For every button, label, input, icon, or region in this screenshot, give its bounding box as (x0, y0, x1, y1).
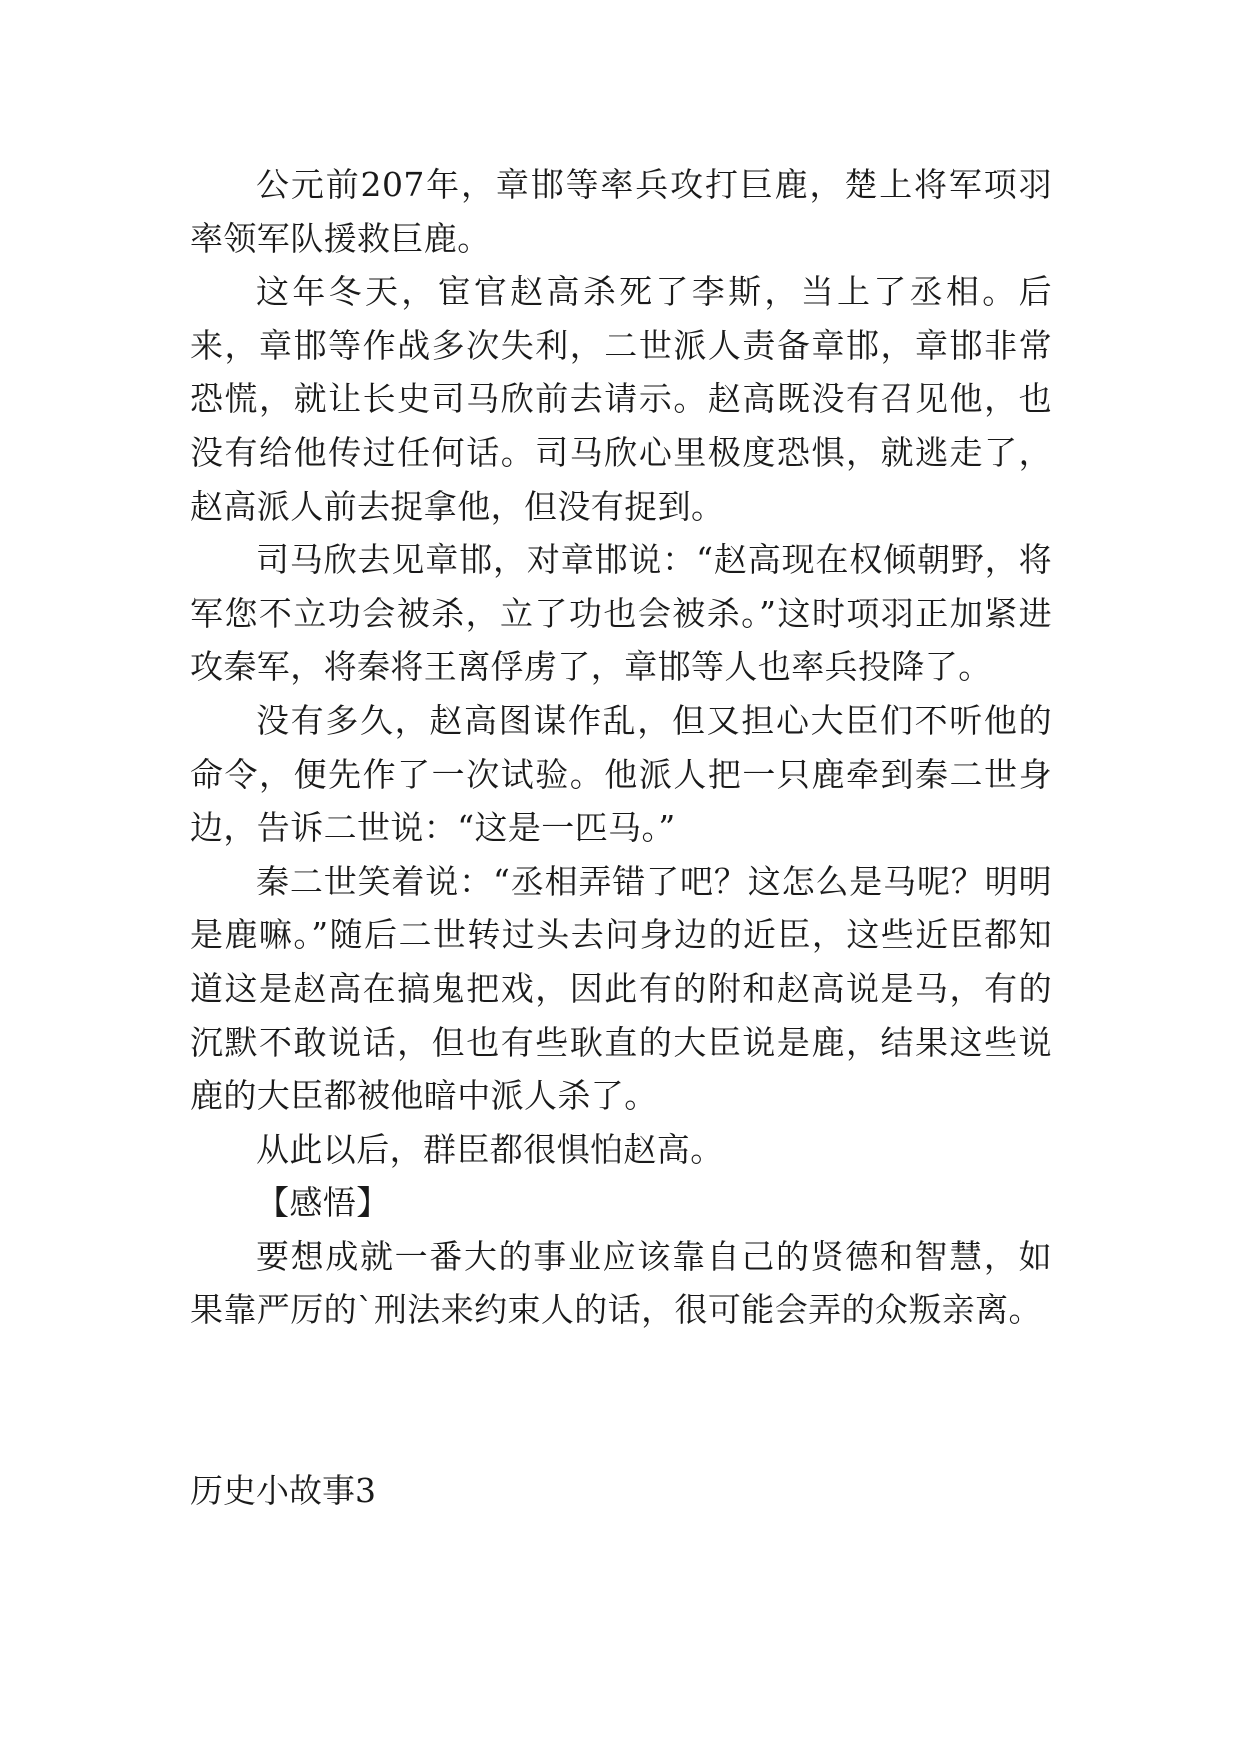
paragraph-3: 司马欣去见章邯，对章邯说：“赵高现在权倾朝野，将军您不立功会被杀，立了功也会被杀。”这时项羽正加紧进攻秦军，将秦将王离俘虏了，章邯等人也率兵投降了。 (190, 540, 1052, 687)
paragraph-2: 这年冬天，宦官赵高杀死了李斯，当上了丞相。后来，章邯等作战多次失利，二世派人责备章邯，章邯非常恐慌，就让长史司马欣前去请示。赵高既没有召见他，也没有给他传过任何话。司马欣心里极度恐惧，就逃走了，赵高派人前去捉拿他，但没有捉到。 (190, 272, 1052, 526)
paragraph-6: 从此以后，群臣都很惧怕赵高。 (256, 1129, 724, 1169)
next-section-title: 历史小故事3 (190, 1471, 376, 1510)
insight-paragraph: 要想成就一番大的事业应该靠自己的贤德和智慧，如果靠严厉的`刑法来约束人的话，很可能会弄的众叛亲离。 (190, 1236, 1052, 1330)
paragraph-1: 公元前207年，章邯等率兵攻打巨鹿，楚上将军项羽率领军队援救巨鹿。 (190, 165, 1052, 258)
story-body (190, 158, 1052, 1337)
paragraph-5: 秦二世笑着说：“丞相弄错了吧？这怎么是马呢？明明是鹿嘛。”随后二世转过头去问身边的近臣，这些近臣都知道这是赵高在搞鬼把戏，因此有的附和赵高说是马，有的沉默不敢说话，但也有些耿直的大臣说是鹿，结果这些说鹿的大臣都被他暗中派人杀了。 (190, 861, 1052, 1116)
paragraph-4: 没有多久，赵高图谋作乱，但又担心大臣们不听他的命令，便先作了一次试验。他派人把一只鹿牵到秦二世身边，告诉二世说：“这是一匹马。” (190, 700, 1052, 848)
insight-heading: 【感悟】 (256, 1183, 390, 1223)
